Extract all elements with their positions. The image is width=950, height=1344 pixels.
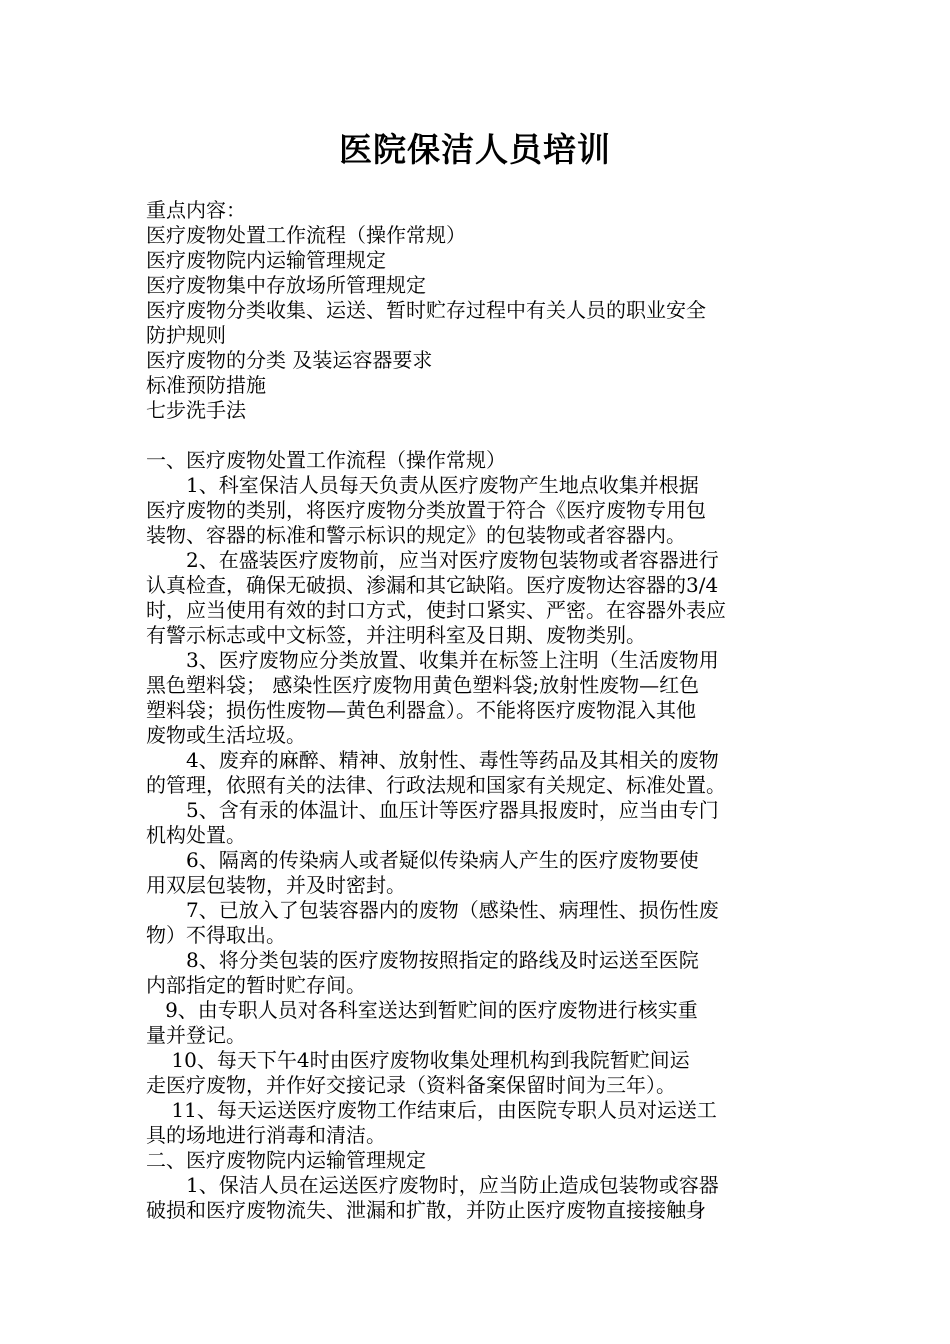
key-point-item: 医疗废物集中存放场所管理规定	[146, 273, 426, 297]
paragraph-line: 物）不得取出。	[146, 923, 286, 947]
paragraph-line: 有警示标志或中文标签，并注明科室及日期、废物类别。	[146, 623, 646, 647]
section-1-paragraph	[146, 998, 814, 1048]
paragraph-line: 3、医疗废物应分类放置、收集并在标签上注明（生活废物用	[146, 648, 719, 672]
paragraph-line: 1、科室保洁人员每天负责从医疗废物产生地点收集并根据	[146, 473, 699, 497]
paragraph-line: 时，应当使用有效的封口方式，使封口紧实、严密。在容器外表应	[146, 598, 726, 622]
paragraph-line: 的管理，依照有关的法律、行政法规和国家有关规定、标准处置。	[146, 773, 726, 797]
section-1-paragraph	[146, 1098, 814, 1148]
key-point-item: 标准预防措施	[146, 373, 266, 397]
paragraph-line: 废物或生活垃圾。	[146, 723, 306, 747]
section-1	[146, 448, 814, 1148]
key-point-item: 医疗废物院内运输管理规定	[146, 248, 386, 272]
paragraph-line: 9、由专职人员对各科室送达到暂贮间的医疗废物进行核实重	[146, 998, 698, 1022]
paragraph-line: 8、将分类包装的医疗废物按照指定的路线及时运送至医院	[146, 948, 699, 972]
section-1-paragraph	[146, 1048, 814, 1098]
paragraph-line: 黑色塑料袋； 感染性医疗废物用黄色塑料袋;放射性废物—红色	[146, 673, 700, 697]
paragraph-line: 6、隔离的传染病人或者疑似传染病人产生的医疗废物要使	[146, 848, 699, 872]
section-2-heading: 二、医疗废物院内运输管理规定	[146, 1148, 426, 1172]
paragraph-line: 11、每天运送医疗废物工作结束后，由医院专职人员对运送工	[146, 1098, 717, 1122]
page-title: 医院保洁人员培训	[339, 130, 611, 169]
paragraph-line: 1、保洁人员在运送医疗废物时，应当防止造成包装物或容器	[146, 1173, 719, 1197]
key-point-item: 医疗废物处置工作流程（操作常规）	[146, 223, 466, 247]
key-point-item: 医疗废物的分类 及装运容器要求	[146, 348, 433, 372]
document-body	[146, 198, 814, 1223]
section-1-paragraph	[146, 473, 814, 548]
section-2-paragraph	[146, 1173, 814, 1223]
paragraph-line: 走医疗废物，并作好交接记录（资料备案保留时间为三年）。	[146, 1073, 676, 1097]
key-points-heading: 重点内容：	[146, 198, 246, 222]
key-point-item: 医疗废物分类收集、运送、暂时贮存过程中有关人员的职业安全	[146, 298, 706, 322]
key-points-block	[146, 198, 814, 423]
paragraph-line: 机构处置。	[146, 823, 246, 847]
section-1-paragraph	[146, 748, 814, 798]
paragraph-line: 用双层包装物，并及时密封。	[146, 873, 406, 897]
paragraph-line: 4、废弃的麻醉、精神、放射性、毒性等药品及其相关的废物	[146, 748, 719, 772]
paragraph-line: 10、每天下午4时由医疗废物收集处理机构到我院暂贮间运	[146, 1048, 690, 1072]
paragraph-line: 认真检查，确保无破损、渗漏和其它缺陷。医疗废物达容器的3/4	[146, 573, 719, 597]
paragraph-line: 破损和医疗废物流失、泄漏和扩散，并防止医疗废物直接接触身	[146, 1198, 706, 1222]
section-1-paragraph	[146, 848, 814, 898]
section-1-paragraph	[146, 548, 814, 648]
section-1-paragraph	[146, 948, 814, 998]
section-1-paragraph	[146, 798, 814, 848]
section-2	[146, 1148, 814, 1223]
paragraph-line: 医疗废物的类别，将医疗废物分类放置于符合《医疗废物专用包	[146, 498, 706, 522]
paragraph-line: 装物、容器的标准和警示标识的规定》的包装物或者容器内。	[146, 523, 686, 547]
paragraph-line: 量并登记。	[146, 1023, 246, 1047]
paragraph-line: 内部指定的暂时贮存间。	[146, 973, 366, 997]
paragraph-line: 具的场地进行消毒和清洁。	[146, 1123, 386, 1147]
paragraph-line: 2、在盛装医疗废物前，应当对医疗废物包装物或者容器进行	[146, 548, 719, 572]
paragraph-line: 5、含有汞的体温计、血压计等医疗器具报废时，应当由专门	[146, 798, 719, 822]
key-point-item: 防护规则	[146, 323, 226, 347]
paragraph-line: 塑料袋；损伤性废物—黄色利器盒）。不能将医疗废物混入其他	[146, 698, 696, 722]
paragraph-line: 7、已放入了包装容器内的废物（感染性、病理性、损伤性废	[146, 898, 719, 922]
spacer	[146, 423, 814, 448]
section-1-paragraph	[146, 648, 814, 748]
section-1-heading: 一、医疗废物处置工作流程（操作常规）	[146, 448, 506, 472]
key-point-item: 七步洗手法	[146, 398, 246, 422]
section-1-paragraph	[146, 898, 814, 948]
